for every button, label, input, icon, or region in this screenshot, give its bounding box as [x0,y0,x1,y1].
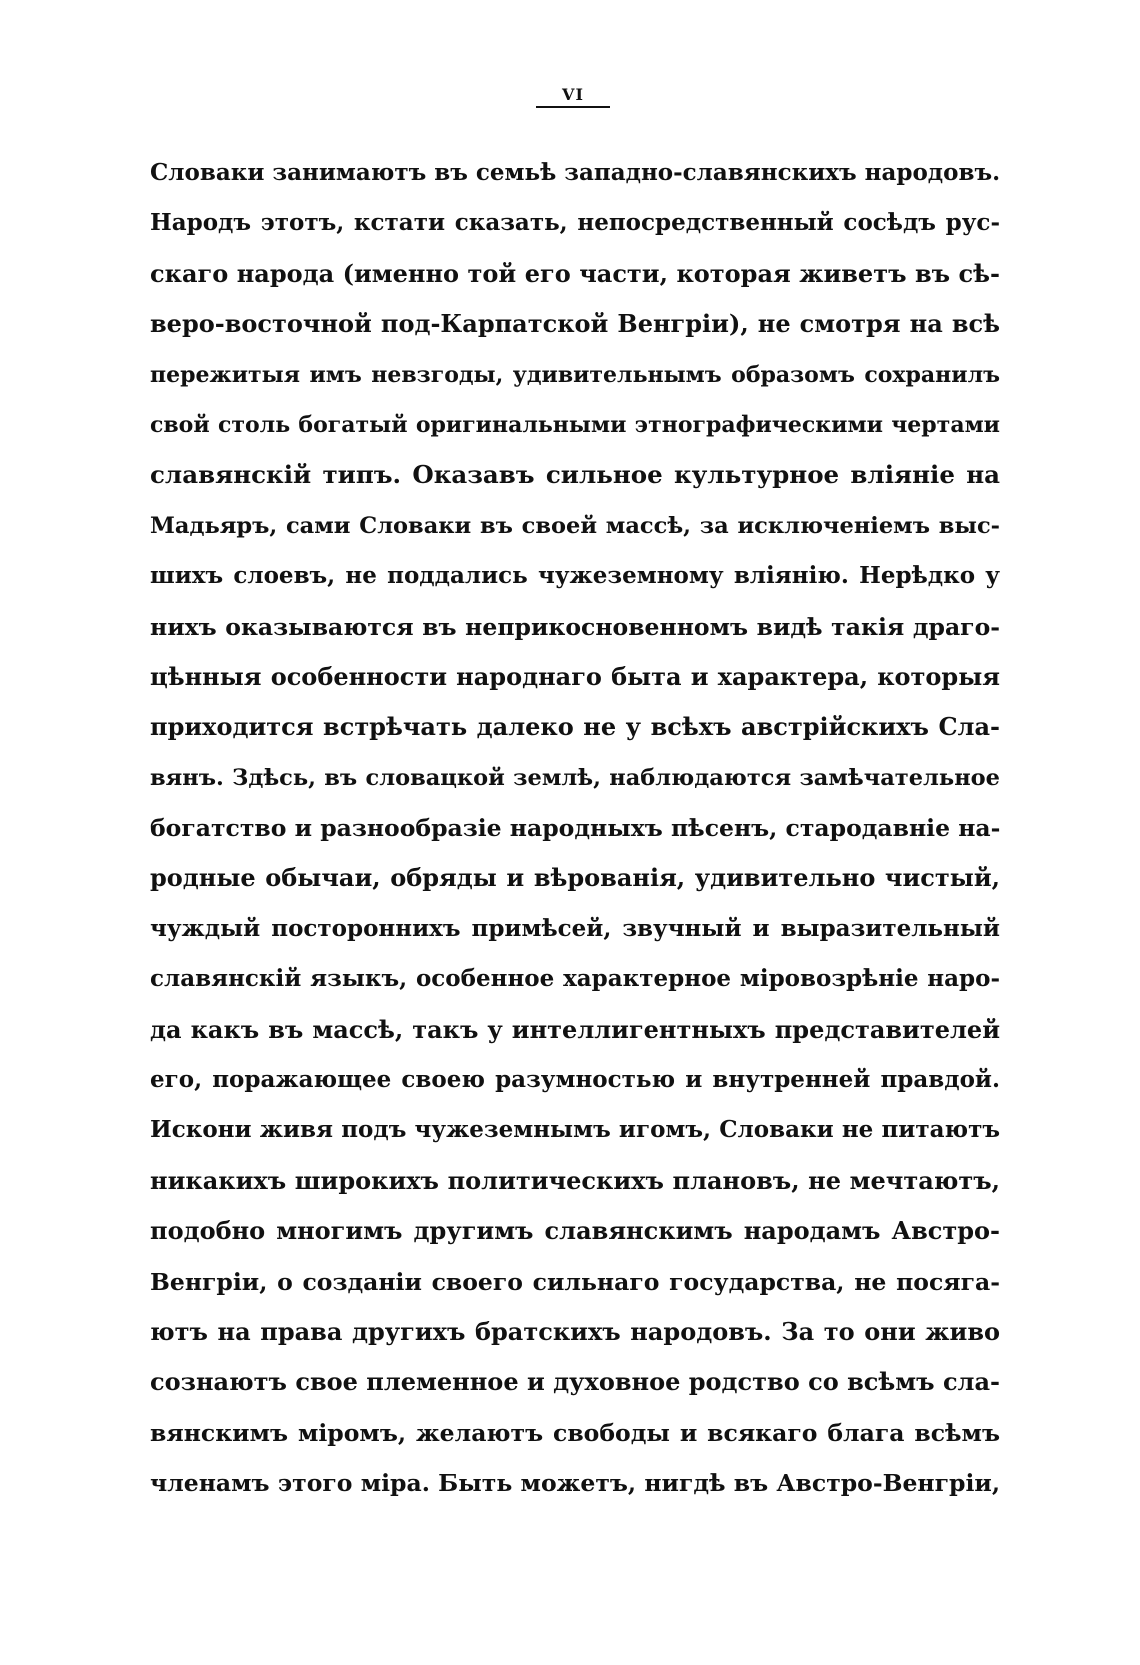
text-line: ютъ на права другихъ братскихъ народовъ. За то они живо [150,1316,1000,1346]
text-line: шихъ слоевъ, не поддались чужеземному вліянію. Нерѣдко у [150,562,1000,590]
text-line: чуждый постороннихъ примѣсей, звучный и выразительный [150,914,1000,942]
text-line: никакихъ широкихъ политическихъ плановъ, не мечтаютъ, [150,1165,1000,1195]
text-line: пережитыя имъ невзгоды, удивительнымъ образомъ сохранилъ [150,361,1000,388]
text-line: членамъ этого міра. Быть можетъ, нигдѣ въ Австро-Венгріи, [150,1469,1000,1498]
text-line: Искони живя подъ чужеземнымъ игомъ, Словаки не питаютъ [150,1116,1000,1144]
text-line: славянскій языкъ, особенное характерное міровозрѣніе наро- [150,965,1000,993]
text-line: цѣнныя особенности народнаго быта и характера, которыя [150,661,1000,691]
text-line: свой столь богатый оригинальными этнографическими чертами [150,411,1000,438]
page-header [536,86,610,108]
text-line: приходится встрѣчать далеко не у всѣхъ австрійскихъ Сла- [150,712,1000,742]
text-line: скаго народа (именно той его части, которая живетъ въ сѣ- [150,258,1000,288]
text-line: нихъ оказываются въ неприкосновенномъ видѣ такія драго- [150,612,1000,641]
text-line: Мадьяръ, сами Словаки въ своей массѣ, за исключеніемъ выс- [150,512,1000,539]
text-line: вянъ. Здѣсь, въ словацкой землѣ, наблюдаются замѣчательное [150,764,1000,791]
text-line: Словаки занимаютъ въ семьѣ западно-славянскихъ народовъ. [150,159,1000,186]
text-line: веро-восточной под-Карпатской Венгріи), не смотря на всѣ [150,309,1000,339]
text-line: сознаютъ свое племенное и духовное родство со всѣмъ сла- [150,1367,1000,1397]
text-line: родные обычаи, обряды и вѣрованія, удивительно чистый, [150,863,1000,893]
text-line: его, поражающее своею разумностью и внутренней правдой. [150,1066,1000,1094]
text-line: подобно многимъ другимъ славянскимъ народамъ Австро- [150,1216,1000,1246]
text-line: вянскимъ міромъ, желаютъ свободы и всякаго блага всѣмъ [150,1418,1000,1447]
header-rule [536,106,610,108]
text-line: Венгріи, о созданіи своего сильнаго государства, не посяга- [150,1267,1000,1296]
text-line: Народъ этотъ, кстати сказать, непосредственный сосѣдъ рус- [150,209,1000,237]
text-line: славянскій типъ. Оказавъ сильное культурное вліяніе на [150,460,1000,490]
text-line: да какъ въ массѣ, такъ у интеллигентныхъ представителей [150,1014,1000,1044]
body-text [150,148,1000,1509]
text-line: богатство и разнообразіе народныхъ пѣсенъ, стародавніе на- [150,814,1000,843]
page-number: VI [562,85,584,104]
